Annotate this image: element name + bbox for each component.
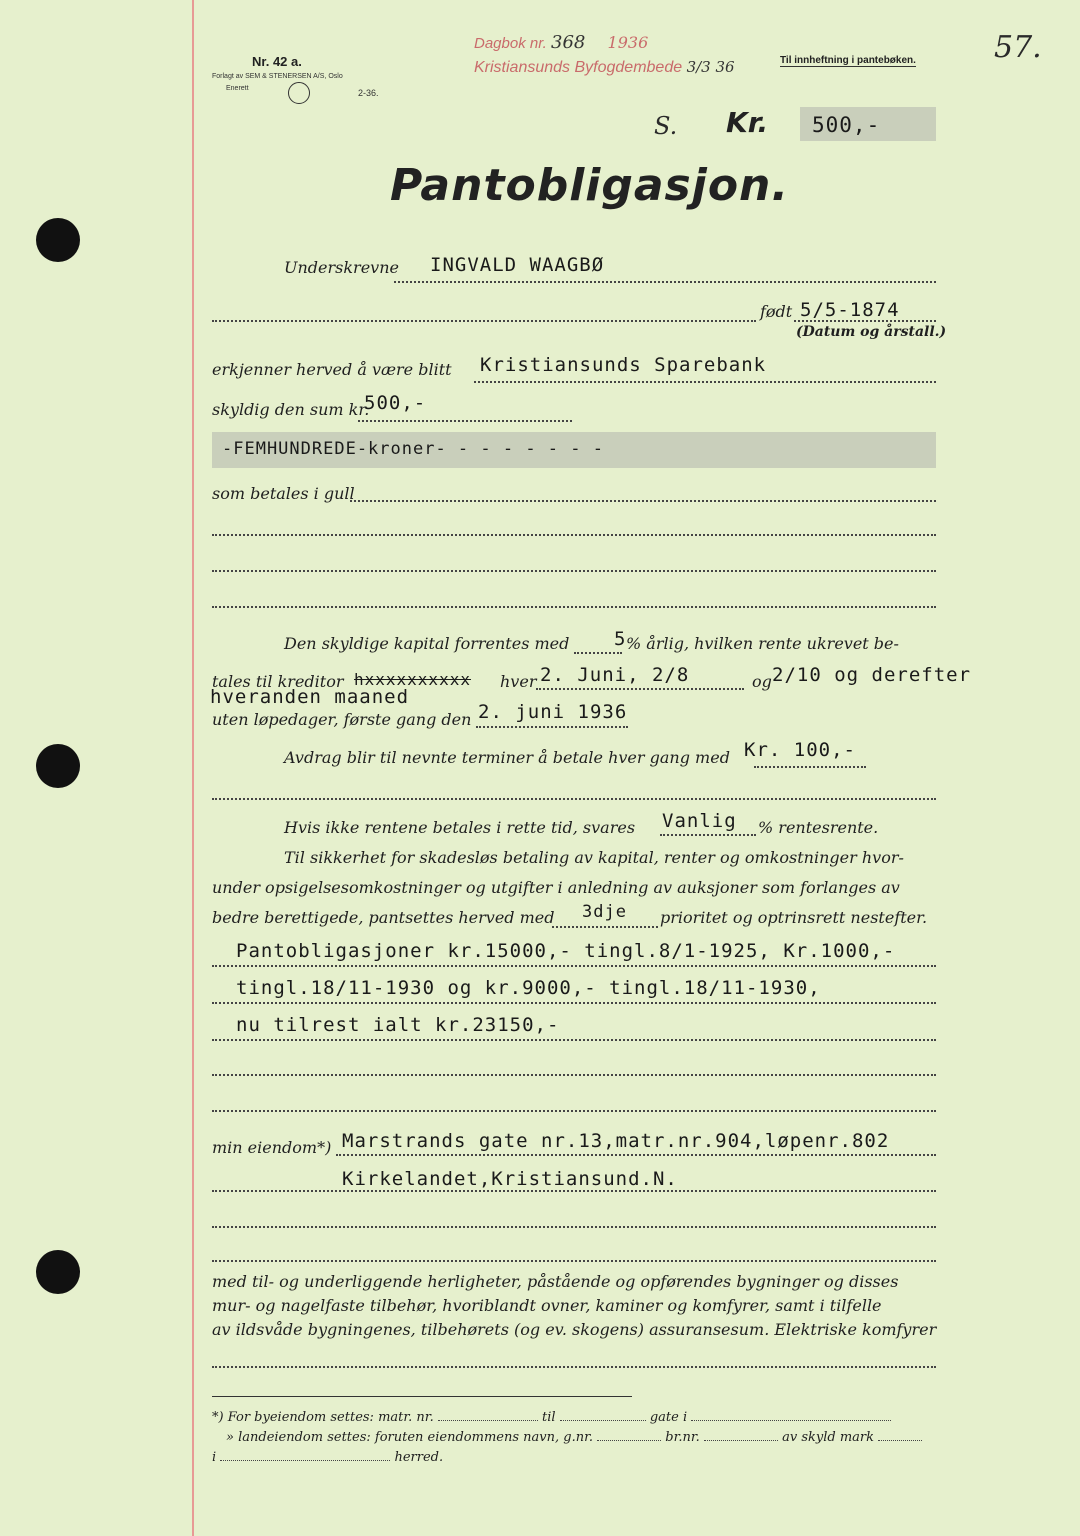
footnote-text-3: gate i	[649, 1410, 688, 1425]
closing-text-3: av ildsvåde bygningenes, tilbehørets (og ev. skogens) assuransesum. Elektriske komfyrer	[212, 1320, 937, 1339]
dotted-line	[754, 766, 866, 768]
court-name: Kristiansunds Byfogdembede	[474, 59, 683, 76]
kr-label: Kr.	[726, 106, 769, 139]
dotted-line	[212, 1226, 936, 1228]
dagbok-year: 1936	[607, 33, 649, 52]
dotted-line	[336, 1154, 936, 1156]
page-number: 57.	[994, 30, 1042, 65]
dotted-line	[212, 798, 936, 800]
innheftning-note: Til innheftning i pantebøken.	[780, 55, 916, 66]
amount-words: -FEMHUNDREDE-kroner- - - - - - - -	[222, 439, 604, 459]
footnote-text-5: br.nr.	[665, 1430, 700, 1445]
term-dates-2: 2/10 og derefter	[772, 664, 972, 686]
property-label: min eiendom*)	[212, 1138, 332, 1157]
dotted-line	[212, 606, 936, 608]
footnote-text: *) For byeiendom settes: matr. nr.	[212, 1410, 434, 1425]
term-dates: 2. Juni, 2/8	[540, 664, 690, 686]
publisher-line: Forlagt av SEM & STENERSEN A/S, Oslo	[212, 73, 343, 80]
prior-mortgages-3: nu tilrest ialt kr.23150,-	[236, 1014, 560, 1036]
og-label: og	[752, 672, 772, 691]
punch-hole	[36, 218, 80, 262]
footnote-text-4: » landeiendom settes: foruten eiendommens navn, g.nr.	[226, 1430, 593, 1445]
security-text-4: prioritet og optrinsrett nestefter.	[660, 908, 928, 927]
punch-hole	[36, 1250, 80, 1294]
dotted-line	[394, 281, 936, 283]
property-address: Marstrands gate nr.13,matr.nr.904,løpenr.802	[342, 1130, 890, 1152]
dotted-line	[474, 381, 936, 383]
footnote-text-7: i	[212, 1450, 217, 1465]
dagbok-number: 368	[551, 32, 586, 53]
creditor-name: Kristiansunds Sparebank	[480, 354, 767, 376]
priority-value: 3dje	[582, 902, 627, 922]
crossed-text: hxxxxxxxxxx	[354, 670, 471, 689]
security-text-2: under opsigelsesomkostninger og utgifter i anledning av auksjoner som forlanges av	[212, 878, 900, 897]
dotted-line	[476, 726, 628, 728]
interest-text-3: tales til kreditor	[212, 672, 344, 691]
dotted-line	[212, 1110, 936, 1112]
dotted-line	[212, 1002, 936, 1004]
dotted-line	[552, 926, 658, 928]
installment-amount: Kr. 100,-	[744, 739, 856, 761]
penalty-text: Hvis ikke rentene betales i rette tid, svares	[284, 818, 636, 837]
dotted-line	[358, 420, 572, 422]
dotted-line	[660, 834, 756, 836]
dotted-line	[536, 688, 744, 690]
kr-amount: 500,-	[812, 113, 881, 137]
interest-text-2: % årlig, hvilken rente ukrevet be-	[626, 634, 899, 653]
security-text-3: bedre berettigede, pantsettes herved med	[212, 908, 555, 927]
court-date: 3/3 36	[686, 58, 735, 76]
owe-label: skyldig den sum kr.	[212, 400, 370, 419]
dotted-line	[212, 570, 936, 572]
punch-hole	[36, 744, 80, 788]
born-hint: (Datum og årstall.)	[796, 324, 947, 340]
prior-mortgages: Pantobligasjoner kr.15000,- tingl.8/1-1925, Kr.1000,-	[236, 940, 896, 962]
dotted-line	[212, 965, 936, 967]
footnote-rule	[212, 1396, 632, 1397]
interest-text-5: uten løpedager, første gang den	[212, 710, 472, 729]
owe-amount: 500,-	[364, 392, 427, 414]
closing-text: med til- og underliggende herligheter, påstående og opførendes bygninger og disses	[212, 1272, 899, 1291]
interest-text: Den skyldige kapital forrentes med	[284, 634, 570, 653]
footnote-text-6: av skyld mark	[782, 1430, 874, 1445]
dotted-line	[350, 500, 936, 502]
term-extra: hveranden maaned	[210, 686, 410, 708]
dotted-line	[212, 320, 756, 322]
prior-mortgages-2: tingl.18/11-1930 og kr.9000,- tingl.18/11-1930,	[236, 977, 821, 999]
dotted-line	[212, 534, 936, 536]
dotted-line	[574, 652, 622, 654]
undersignee-name: INGVALD WAAGBØ	[430, 254, 605, 276]
footnote-text-8: herred.	[394, 1450, 444, 1465]
property-location: Kirkelandet,Kristiansund.N.	[342, 1168, 678, 1190]
undersignee-label: Underskrevne	[284, 258, 399, 277]
born-date: 5/5-1874	[800, 299, 900, 321]
document-title: Pantobligasjon.	[390, 160, 790, 211]
first-date: 2. juni 1936	[478, 701, 628, 723]
installment-text: Avdrag blir til nevnte terminer å betale hver gang med	[284, 748, 730, 767]
form-number: Nr. 42 a.	[252, 54, 302, 69]
closing-text-2: mur- og nagelfaste tilbehør, hvoriblandt ovner, kaminer og komfyrer, samt i tilfelle	[212, 1296, 882, 1315]
pay-label: som betales i gull	[212, 484, 355, 503]
publisher-logo	[288, 82, 310, 104]
dagbok-label: Dagbok nr.	[474, 35, 547, 52]
born-label: født	[760, 302, 793, 321]
acknowledge-label: erkjenner herved å være blitt	[212, 360, 452, 379]
penalty-value: Vanlig	[662, 810, 737, 832]
publisher-date: 2-36.	[358, 88, 379, 98]
security-text: Til sikkerhet for skadesløs betaling av kapital, renter og omkostninger hvor-	[284, 848, 904, 867]
margin-line	[192, 0, 194, 1536]
court-initial: S.	[654, 112, 678, 140]
publisher-line-2: Enerett	[226, 85, 249, 92]
penalty-text-2: % rentesrente.	[758, 818, 879, 837]
interest-text-4: hver	[500, 672, 537, 691]
interest-rate: 5	[614, 628, 627, 650]
footnote-text-2: til	[542, 1410, 556, 1425]
dotted-line	[212, 1039, 936, 1041]
dotted-line	[212, 1190, 936, 1192]
dotted-line	[212, 1074, 936, 1076]
dotted-line	[212, 1260, 936, 1262]
dotted-line	[212, 1366, 936, 1368]
